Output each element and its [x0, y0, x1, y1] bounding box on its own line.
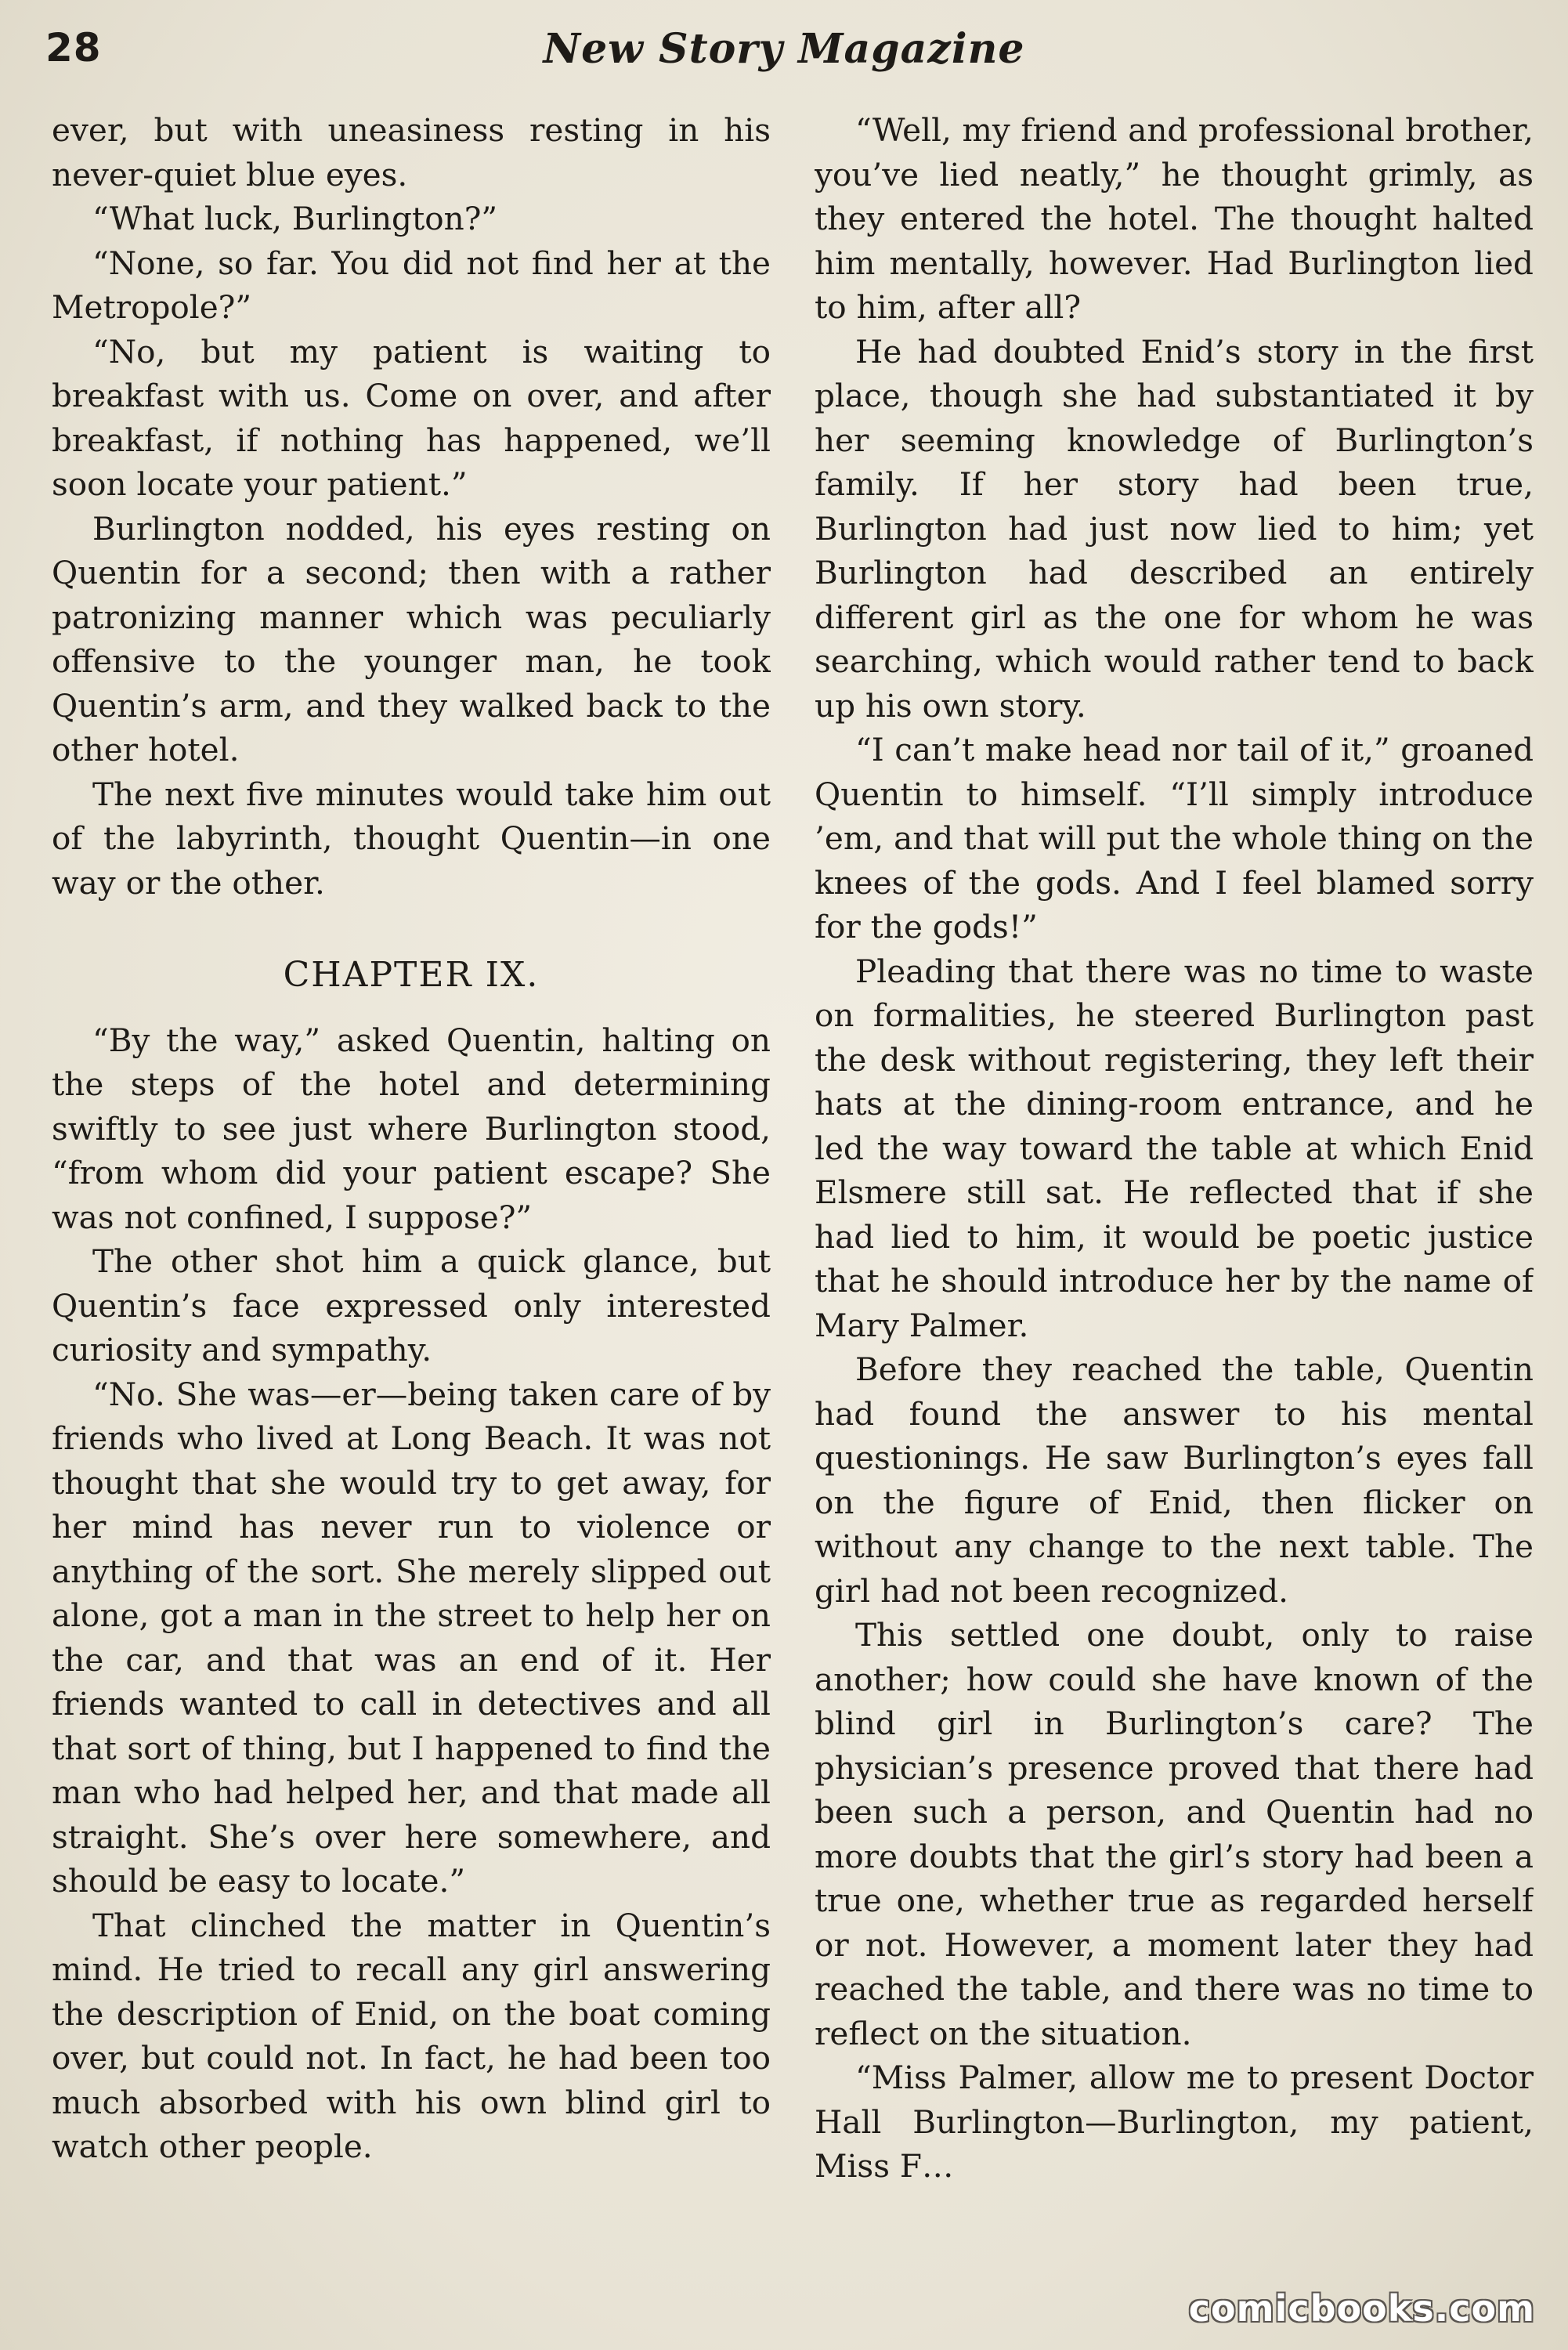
paragraph: “By the way,” asked Quentin, halting on the steps of the hotel and determining swiftly to see just where Burlington stood, “from whom did your patient escape? She was not confined, I suppose?” [52, 1021, 771, 1236]
magazine-title: New Story Magazine [543, 25, 1025, 73]
paragraph: The other shot him a quick glance, but Quentin’s face expressed only interested curiosity and sympathy. [52, 1242, 771, 1368]
paragraph: “Miss Palmer, allow me to present Doctor Hall Burlington—Burlington, my patient, Miss F… [815, 2059, 1534, 2185]
paragraph: “No. She was—er—being taken care of by friends who lived at Long Beach. It was not thought that she would try to get away, for her mind has never run to violence or anything of the sort. She merely slipped out alone, got a man in the street to help her on the car, and that was an end of it. Her friends wanted to call in detectives and all that sort of thing, but I happened to find the man who had helped her, and that made all straight. She’s over here somewhere, and should be easy to locate.” [52, 1375, 771, 1900]
paragraph: ever, but with uneasiness resting in his never-quiet blue eyes. [52, 111, 771, 193]
paragraph: “None, so far. You did not find her at the Metropole?” [52, 244, 771, 326]
paragraph: “I can’t make head nor tail of it,” groaned Quentin to himself. “I’ll simply introduce ’em, and that will put the whole thing on the knees of the gods. And I feel blamed sorry for the gods!” [815, 731, 1534, 945]
paragraph: “What luck, Burlington?” [92, 200, 498, 237]
paragraph: He had doubted Enid’s story in the first place, though she had substantiated it by her seeming knowledge of Burlington’s family. If her story had been true, Burlington had just now lied to him; yet Burlington had described an entirely different girl as the one for whom he was searching, which would rather tend to back up his own story. [815, 332, 1534, 725]
chapter-heading: CHAPTER IX. [283, 955, 540, 995]
page-number: 28 [45, 25, 102, 70]
page-header [45, 22, 1523, 83]
paragraph: The next five minutes would take him out of the labyrinth, thought Quentin—in one way or the other. [52, 775, 771, 902]
site-watermark: comicbooks.com [1188, 2287, 1535, 2330]
paragraph: Pleading that there was no time to waste on formalities, he steered Burlington past the desk without registering, they left their hats at the dining-room entrance, and he led the way toward the table at which Enid Elsmere still sat. He reflected that if she had lied to him, it would be poetic justice that he should introduce her by the name of Mary Palmer. [815, 952, 1534, 1344]
left-column [52, 108, 771, 2333]
right-column [815, 108, 1534, 2333]
paragraph: This settled one doubt, only to raise another; how could she have known of the blind girl in Burlington’s care? The physician’s presence proved that there had been such a person, and Quentin had no more doubts that the girl’s story had been a true one, whether true as regarded herself or not. However, a moment later they had reached the table, and there was no time to reflect on the situation. [815, 1616, 1534, 2052]
paragraph: “No, but my patient is waiting to breakfast with us. Come on over, and after breakfast, if nothing has happened, we’ll soon locate your patient.” [52, 332, 771, 503]
paragraph: Before they reached the table, Quentin had found the answer to his mental questionings. He saw Burlington’s eyes fall on the figure of Enid, then flicker on without any change to the next table. The girl had not been recognized. [815, 1350, 1534, 1610]
paragraph: Burlington nodded, his eyes resting on Quentin for a second; then with a rather patronizing manner which was peculiarly offensive to the younger man, he took Quentin’s arm, and they walked back to the other hotel. [52, 509, 771, 768]
paragraph: That clinched the matter in Quentin’s mind. He tried to recall any girl answering the description of Enid, on the boat coming over, but could not. In fact, he had been too much absorbed with his own blind girl to watch other people. [52, 1906, 771, 2165]
paragraph: “Well, my friend and professional brother, you’ve lied neatly,” he thought grimly, as they entered the hotel. The thought halted him mentally, however. Had Burlington lied to him, after all? [815, 111, 1534, 326]
